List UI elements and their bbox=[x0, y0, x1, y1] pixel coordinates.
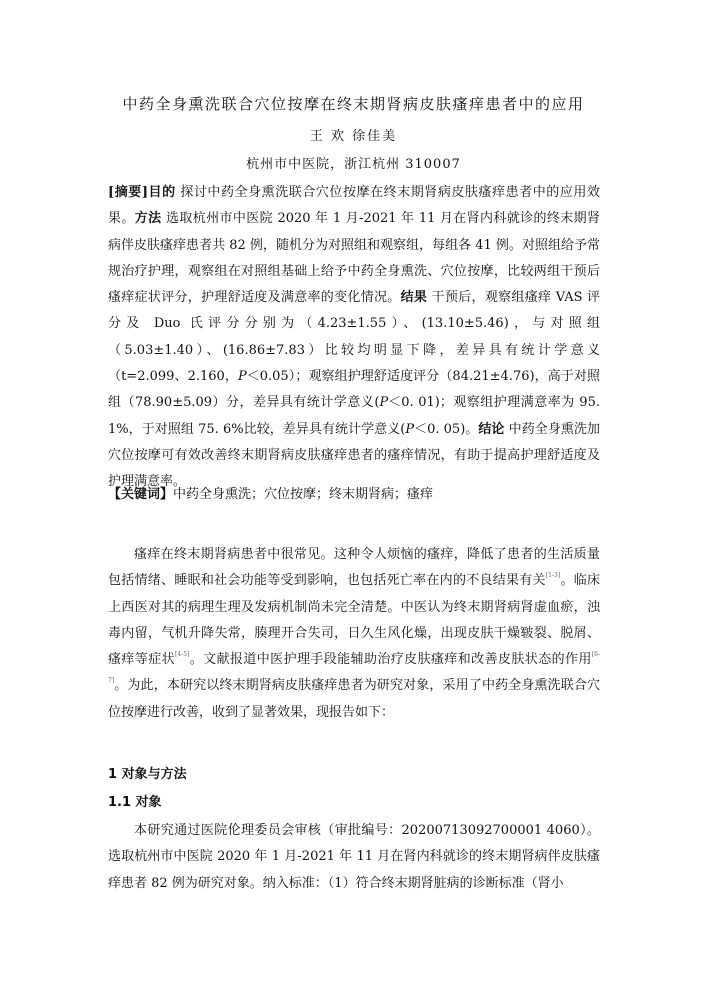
p-symbol-2: P bbox=[379, 395, 389, 411]
method-label: 方法 bbox=[134, 211, 162, 227]
objects-paragraph: 本研究通过医院伦理委员会审核（审批编号：20200713092700001 4060）。选取杭州市中医院 2020 年 1 月-2021 年 11 月在肾内科就诊的终末期肾病伴皮肤瘙痒患者 82 例为研究对象。纳入标准：（1）符合终末期肾脏病的诊断标准（肾小 bbox=[108, 823, 600, 891]
citation-4-5[interactable]: [4-5] bbox=[175, 651, 190, 659]
keywords-label: 【关键词】 bbox=[108, 487, 174, 502]
abstract bbox=[108, 180, 600, 496]
citation-6-7[interactable]: [6-7] bbox=[108, 651, 600, 685]
conclusion-text: 中药全身熏洗加穴位按摩可有效改善终末期肾病皮肤瘙痒患者的瘙痒情况，有助于提高护理舒适度及护理满意率。 bbox=[108, 421, 600, 490]
conclusion-label: 结论 bbox=[478, 421, 505, 437]
intro-text-3: 。文献报道中医护理手段能辅助治疗皮肤瘙痒和改善皮肤状态的作用 bbox=[189, 652, 592, 668]
result-text-a: 干预后，观察组瘙痒 VAS 评分及 Duo 氏评分分别为（4.23±1.55）、(13.10±5.46)，与对照组（5.03±1.40）、(16.86±7.83）比较均明显下降，差异具有统计学意义（t=2.099、2.160， bbox=[108, 290, 600, 385]
p-symbol-1: P bbox=[238, 369, 247, 385]
result-text-b: ＜0.05）；观察组护理舒适度评分（84.21±4.76)，高于对照组（78.90±5.09）分，差异具有统计学意义( bbox=[108, 369, 600, 411]
section-heading-1: 1 对象与方法 bbox=[108, 767, 187, 782]
intro-text-2: 。临床上西医对其的病理生理及发病机制尚未完全清楚。中医认为终末期肾病肾虚血瘀，浊毒内留，气机升降失常，腠理开合失司，日久生风化燥，出现皮肤干燥皲裂、脱屑、瘙痒等症状 bbox=[108, 573, 600, 668]
result-label: 结果 bbox=[400, 290, 428, 306]
method-text: 选取杭州市中医院 2020 年 1 月-2021 年 11 月在肾内科就诊的终末期肾病伴皮肤瘙痒患者共 82 例，随机分为对照组和观察组，每组各 41 例。对照组给予常规治疗护理，观察组在对照组基础上给予中药全身熏洗、穴位按摩，比较两组干预后瘙痒症状评分，护理舒适度及满意率的变化情况。 bbox=[108, 211, 600, 306]
section-heading-1-1: 1.1 对象 bbox=[108, 795, 162, 810]
intro-text-1: 瘙痒在终末期肾病患者中很常见。这种令人烦恼的瘙痒，降低了患者的生活质量包括情绪、睡眠和社会功能等受到影响，也包括死亡率在内的不良结果有关 bbox=[108, 547, 600, 589]
purpose-label: 目的 bbox=[147, 185, 176, 200]
intro-paragraph bbox=[108, 542, 600, 726]
keywords-text: 中药全身熏洗；穴位按摩；终末期肾病；瘙痒 bbox=[173, 487, 434, 502]
result-text-c: ＜0. 01)；观察组护理满意率为 95. 1%，于对照组 75. 6%比较，差异具有统计学意义( bbox=[108, 395, 600, 437]
paper-affiliation: 杭州市中医院，浙江杭州 310007 bbox=[246, 157, 461, 172]
paper-title: 中药全身熏洗联合穴位按摩在终末期肾病皮肤瘙痒患者中的应用 bbox=[122, 95, 585, 113]
result-text-d: ＜0. 05)。 bbox=[414, 421, 479, 437]
abstract-label: [摘要] bbox=[108, 185, 148, 200]
p-symbol-3: P bbox=[405, 421, 415, 437]
keywords bbox=[108, 482, 600, 508]
intro-text-4: 。为此，本研究以终末期肾病皮肤瘙痒患者为研究对象，采用了中药全身熏洗联合穴位按摩进行改善，收到了显著效果，现报告如下： bbox=[108, 678, 600, 720]
paper-authors: 王 欢 徐佳美 bbox=[309, 129, 398, 144]
citation-1-3[interactable]: [1-3] bbox=[545, 572, 561, 580]
purpose-text: 探讨中药全身熏洗联合穴位按摩在终末期肾病皮肤瘙痒患者中的应用效果。 bbox=[108, 185, 600, 227]
